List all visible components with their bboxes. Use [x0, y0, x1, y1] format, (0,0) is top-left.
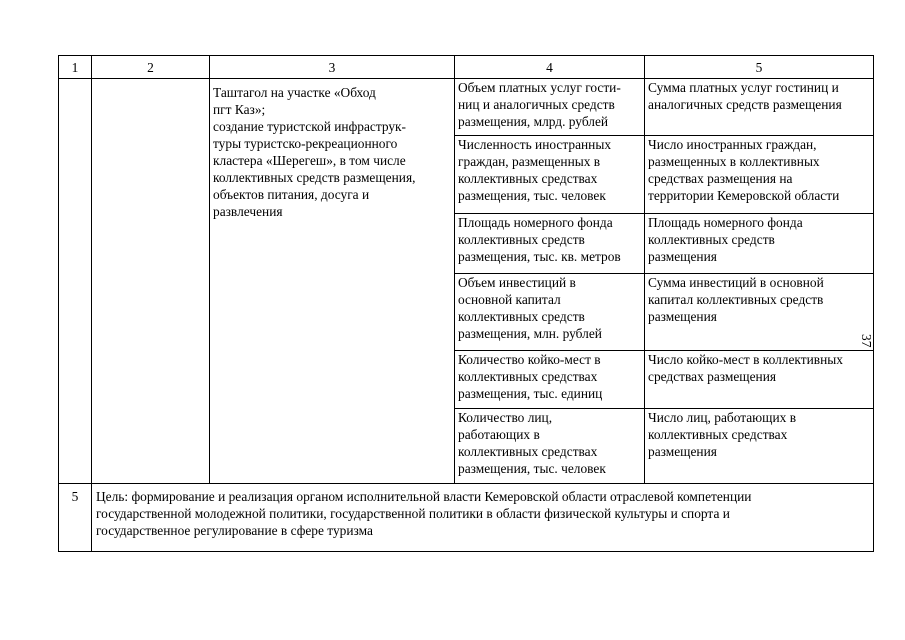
indicator-name: Численность иностранных граждан, размещенных в коллективных средствах размещения, тыс. человек [455, 136, 645, 214]
indicator-method: Число лиц, работающих в коллективных средствах размещения [645, 409, 874, 484]
goal-row [59, 484, 874, 552]
header-col-2: 2 [92, 56, 210, 79]
indicator-method: Сумма инвестиций в основной капитал коллективных средств размещения [645, 274, 874, 351]
indicator-method: Число койко-мест в коллективных средствах размещения [645, 351, 874, 409]
header-col-3: 3 [210, 56, 455, 79]
indicator-name: Количество койко-мест в коллективных средствах размещения, тыс. единиц [455, 351, 645, 409]
indicator-name: Объем инвестиций в основной капитал коллективных средств размещения, млн. рублей [455, 274, 645, 351]
indicator-method: Число иностранных граждан, размещенных в коллективных средствах размещения на территории Кемеровской области [645, 136, 874, 214]
task-text-cell: Таштагол на участке «Обход пгт Каз»; создание туристской инфраструк- туры туристско-рекреационного кластера «Шерегеш», в том числе коллективных средств размещения, объектов питания, досуга и развлечения [210, 79, 455, 484]
table-row [59, 79, 874, 136]
header-row [59, 56, 874, 79]
page-number: 37 [859, 334, 874, 348]
header-col-4: 4 [455, 56, 645, 79]
col-1-cell [59, 79, 92, 484]
header-col-5: 5 [645, 56, 874, 79]
indicator-name: Объем платных услуг гости- ниц и аналогичных средств размещения, млрд. рублей [455, 79, 645, 136]
header-col-1: 1 [59, 56, 92, 79]
indicator-method: Сумма платных услуг гостиниц и аналогичных средств размещения [645, 79, 874, 136]
indicator-method: Площадь номерного фонда коллективных средств размещения [645, 214, 874, 274]
indicator-name: Площадь номерного фонда коллективных средств размещения, тыс. кв. метров [455, 214, 645, 274]
indicators-table [58, 55, 874, 552]
goal-text: Цель: формирование и реализация органом исполнительной власти Кемеровской области отраслевой компетенции государственной молодежной политики, государственной политики в области физической культуры и спорта и государственное регулирование в сфере туризма [92, 484, 874, 552]
col-2-cell [92, 79, 210, 484]
goal-number: 5 [59, 484, 92, 552]
indicator-name: Количество лиц, работающих в коллективных средствах размещения, тыс. человек [455, 409, 645, 484]
